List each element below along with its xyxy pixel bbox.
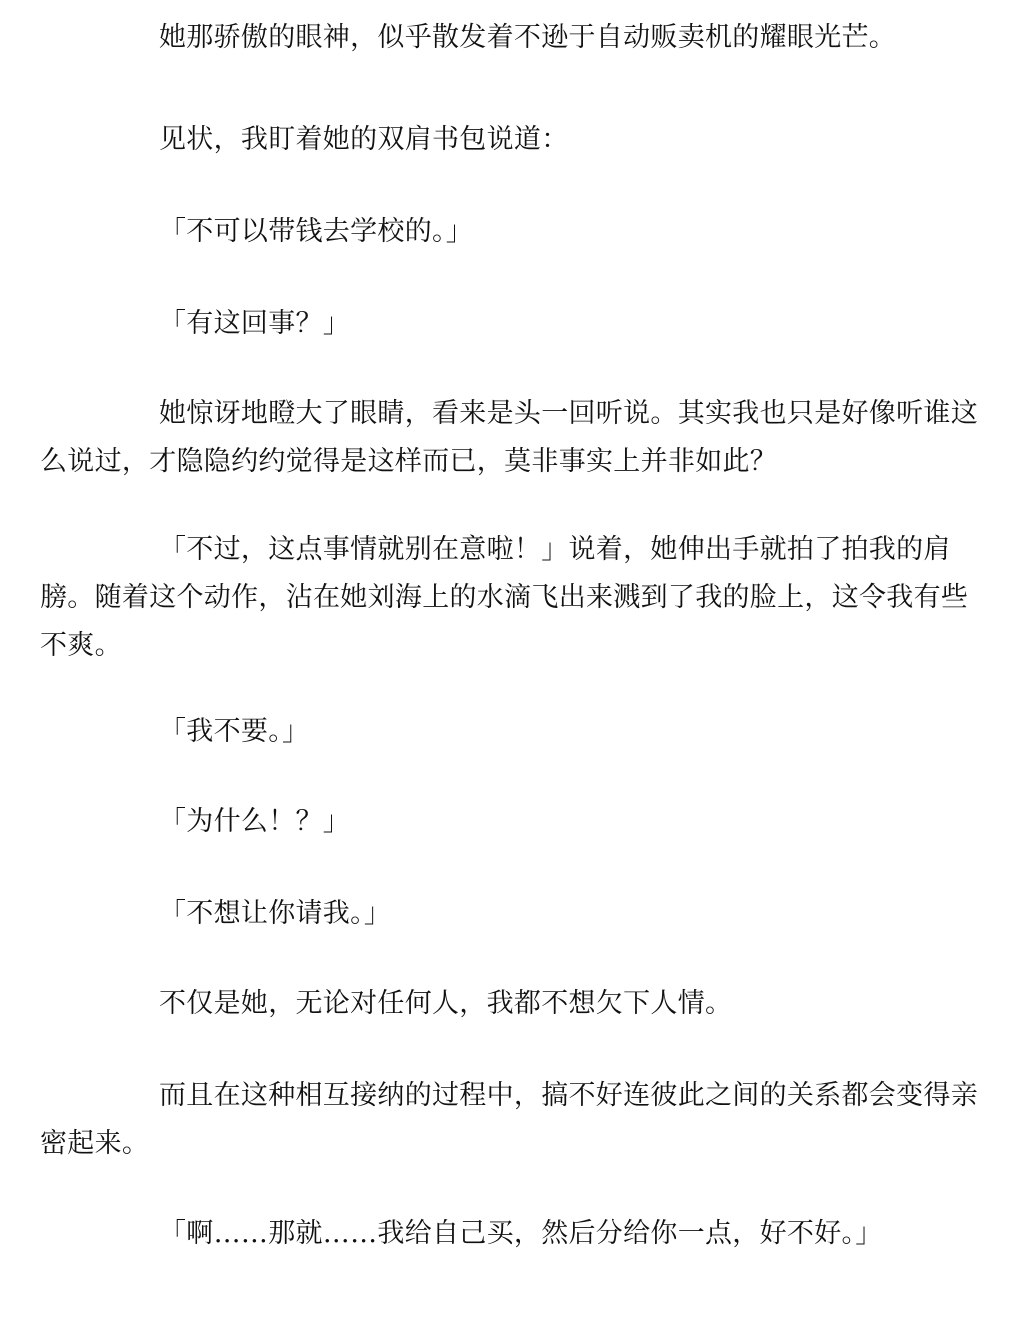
paragraph: 不仅是她，无论对任何人，我都不想欠下人情。 — [159, 988, 733, 1019]
dialogue-line: 「不可以带钱去学校的。」 — [159, 216, 474, 247]
dialogue-line: 「有这回事？」 — [159, 308, 351, 339]
dialogue-line: 「不想让你请我。」 — [159, 898, 392, 929]
paragraph: 她那骄傲的眼神，似乎散发着不逊于自动贩卖机的耀眼光芒。 — [159, 22, 897, 53]
paragraph: 而且在这种相互接纳的过程中，搞不好连彼此之间的关系都会变得亲密起来。 — [40, 1080, 978, 1159]
paragraph: 见状，我盯着她的双肩书包说道： — [159, 124, 569, 155]
dialogue-line: 「啊……那就……我给自己买，然后分给你一点，好不好。」 — [159, 1218, 883, 1249]
paragraph: 「不过，这点事情就别在意啦！」说着，她伸出手就拍了拍我的肩膀。随着这个动作，沾在她刘海上的水滴飞出来溅到了我的脸上，这令我有些不爽。 — [40, 534, 969, 661]
paragraph: 她惊讶地瞪大了眼睛，看来是头一回听说。其实我也只是好像听谁这么说过，才隐隐约约觉得是这样而已，莫非事实上并非如此？ — [40, 398, 978, 477]
dialogue-line: 「为什么！？」 — [159, 806, 351, 837]
dialogue-line: 「我不要。」 — [159, 716, 310, 747]
